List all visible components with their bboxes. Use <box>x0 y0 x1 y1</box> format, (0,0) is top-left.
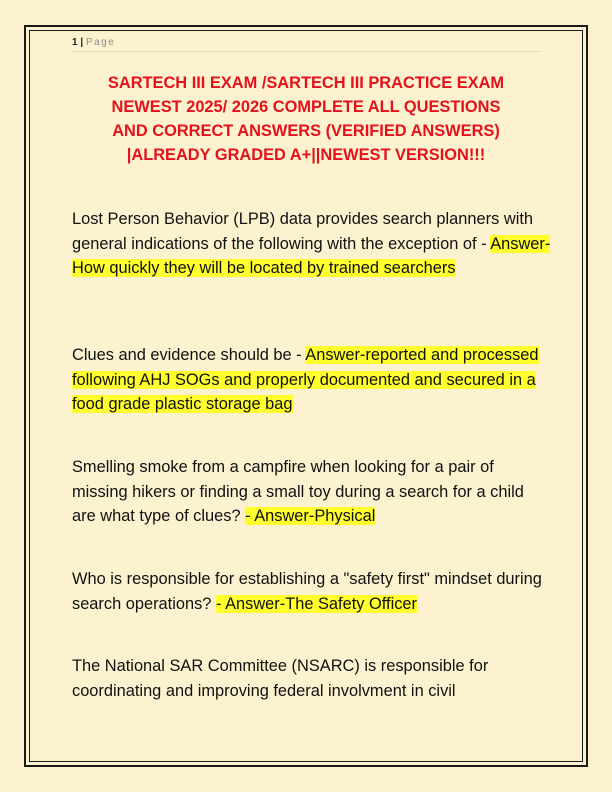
title-line: SARTECH III EXAM /SARTECH III PRACTICE EXAM <box>107 74 505 92</box>
title-line: |ALREADY GRADED A+||NEWEST VERSION!!! <box>126 146 486 164</box>
document-title <box>72 71 540 167</box>
answer-text: - Answer-Physical <box>245 507 376 525</box>
qa-item <box>72 567 552 616</box>
qa-item <box>72 455 552 529</box>
question-text: The National SAR Committee (NSARC) is responsible for coordinating and improving federal involvment in civil <box>72 657 489 700</box>
answer-text: - Answer-The Safety Officer <box>215 594 417 613</box>
question-text: Smelling smoke from a campfire when looking for a pair of missing hikers or finding a small toy during a search for a child are what type of clues? <box>72 458 524 525</box>
answer-text: Answer-reported and processed following AHJ SOGs and properly documented and secured in a food grade plastic storage bag <box>72 346 539 413</box>
qa-item <box>72 654 552 703</box>
title-line: AND CORRECT ANSWERS (VERIFIED ANSWERS) <box>112 122 500 140</box>
page-number: 1 <box>72 37 78 48</box>
page-label: Page <box>85 37 116 48</box>
answer-text: Answer-How quickly they will be located by trained searchers <box>72 234 551 277</box>
page-header <box>72 36 540 52</box>
title-line: NEWEST 2025/ 2026 COMPLETE ALL QUESTIONS <box>111 98 501 116</box>
qa-item <box>72 343 552 417</box>
question-text: Clues and evidence should be - <box>72 346 306 364</box>
page-separator: | <box>80 37 84 48</box>
question-text: Lost Person Behavior (LPB) data provides search planners with general indications of the following with the exception of - <box>72 210 534 253</box>
qa-item <box>72 207 552 281</box>
question-text: Who is responsible for establishing a "safety first" mindset during search operations? <box>72 570 542 613</box>
